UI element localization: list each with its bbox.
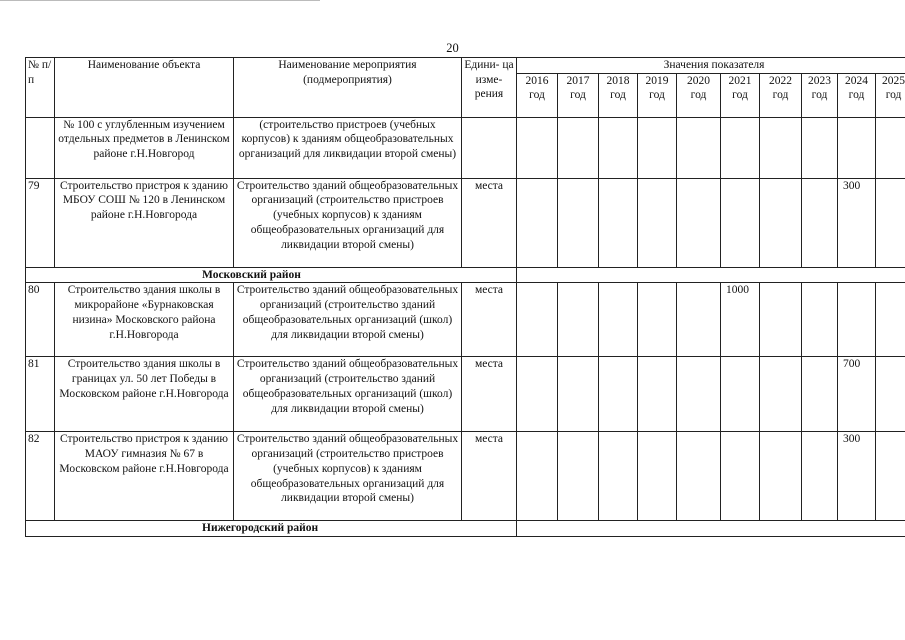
header-year-2019 (638, 73, 677, 117)
district-row (26, 521, 905, 537)
year-label: 2017 (566, 74, 590, 87)
row-number (26, 117, 55, 178)
unit-cell: места (462, 178, 517, 267)
value-2023 (802, 117, 838, 178)
district-name: Нижегородский район (26, 521, 517, 537)
year-unit: год (885, 89, 902, 102)
value-2016 (517, 283, 558, 357)
value-2025 (876, 432, 905, 521)
measure-name: Строительство зданий общеобразовательных организаций (строительство зданий общеобразовательных организаций (школ) для ликвидации второй смены) (234, 357, 462, 432)
value-2023 (802, 432, 838, 521)
value-2022 (760, 117, 802, 178)
value-2020 (677, 283, 721, 357)
value-2019 (638, 178, 677, 267)
year-unit: год (732, 89, 748, 102)
value-2019 (638, 117, 677, 178)
page-number: 20 (446, 41, 459, 55)
unit-cell: места (462, 432, 517, 521)
unit-cell: места (462, 283, 517, 357)
value-2024: 300 (838, 432, 876, 521)
year-label: 2018 (606, 74, 630, 87)
value-2017 (558, 357, 599, 432)
value-2023 (802, 178, 838, 267)
year-label: 2022 (769, 74, 792, 87)
year-label: 2024 (845, 74, 868, 87)
value-2024 (838, 283, 876, 357)
value-2024: 300 (838, 178, 876, 267)
district-values-cell (517, 267, 905, 283)
year-unit: год (848, 89, 865, 102)
measure-name: Строительство зданий общеобразовательных организаций (строительство пристроев (учебных корпусов) к зданиям общеобразовательных организаций для ликвидации второй смены) (234, 432, 462, 521)
header-year-2021 (721, 73, 760, 117)
value-2017 (558, 117, 599, 178)
value-2025 (876, 117, 905, 178)
year-unit: год (649, 89, 665, 102)
header-year-2020 (677, 73, 721, 117)
object-name: Строительство здания школы в границах ул. 50 лет Победы в Московском районе г.Н.Новгорода (55, 357, 234, 432)
row-number: 81 (26, 357, 55, 432)
value-2021: 1000 (721, 283, 760, 357)
year-unit: год (610, 89, 626, 102)
value-2021 (721, 357, 760, 432)
table-row (26, 283, 905, 357)
value-2016 (517, 432, 558, 521)
year-unit: год (690, 89, 707, 102)
value-2018 (599, 117, 638, 178)
measure-name: (строительство пристроев (учебных корпусов) к зданиям общеобразовательных организаций для ликвидации второй смены) (234, 117, 462, 178)
header-year-2022 (760, 73, 802, 117)
value-2020 (677, 178, 721, 267)
table-body (26, 117, 905, 536)
measure-name: Строительство зданий общеобразовательных организаций (строительство зданий общеобразовательных организаций (школ) для ликвидации второй смены) (234, 283, 462, 357)
value-2023 (802, 357, 838, 432)
value-2023 (802, 283, 838, 357)
value-2019 (638, 357, 677, 432)
row-number: 79 (26, 178, 55, 267)
value-2016 (517, 178, 558, 267)
value-2025 (876, 357, 905, 432)
object-name: Строительство пристроя к зданию МБОУ СОШ № 120 в Ленинском районе г.Н.Новгорода (55, 178, 234, 267)
object-name: Строительство здания школы в микрорайоне «Бурнаковская низина» Московского района г.Н.Новгорода (55, 283, 234, 357)
value-2021 (721, 117, 760, 178)
value-2016 (517, 117, 558, 178)
value-2022 (760, 357, 802, 432)
header-year-2024 (838, 73, 876, 117)
district-values-cell (517, 521, 905, 537)
object-name: Строительство пристроя к зданию МАОУ гимназия № 67 в Московском районе г.Н.Новгорода (55, 432, 234, 521)
indicators-table (25, 57, 905, 537)
measure-name: Строительство зданий общеобразовательных организаций (строительство пристроев (учебных корпусов) к зданиям общеобразовательных организаций для ликвидации второй смены) (234, 178, 462, 267)
year-label: 2025 (882, 74, 905, 87)
value-2022 (760, 178, 802, 267)
value-2020 (677, 357, 721, 432)
header-year-2016 (517, 73, 558, 117)
value-2021 (721, 178, 760, 267)
value-2025 (876, 283, 905, 357)
value-2019 (638, 283, 677, 357)
header-year-2025 (876, 73, 905, 117)
year-label: 2020 (687, 74, 710, 87)
value-2022 (760, 432, 802, 521)
value-2017 (558, 178, 599, 267)
object-name: № 100 с углубленным изучением отдельных предметов в Ленинском районе г.Н.Новгород (55, 117, 234, 178)
table-row (26, 117, 905, 178)
value-2022 (760, 283, 802, 357)
value-2021 (721, 432, 760, 521)
year-unit: год (529, 89, 545, 102)
value-2017 (558, 283, 599, 357)
header-values: Значения показателя (517, 58, 905, 74)
year-label: 2019 (645, 74, 669, 87)
unit-cell: места (462, 357, 517, 432)
value-2018 (599, 357, 638, 432)
value-2020 (677, 117, 721, 178)
value-2020 (677, 432, 721, 521)
value-2024 (838, 117, 876, 178)
header-unit: Едини- ца изме- рения (462, 58, 517, 118)
header-row-1 (26, 58, 905, 74)
unit-cell (462, 117, 517, 178)
value-2016 (517, 357, 558, 432)
header-year-2018 (599, 73, 638, 117)
value-2025 (876, 178, 905, 267)
table-row (26, 357, 905, 432)
district-name: Московский район (26, 267, 517, 283)
header-year-2023 (802, 73, 838, 117)
year-label: 2021 (728, 74, 752, 87)
value-2018 (599, 178, 638, 267)
header-object: Наименование объекта (55, 58, 234, 118)
header-num: № п/ п (26, 58, 55, 118)
year-label: 2023 (808, 74, 831, 87)
district-row (26, 267, 905, 283)
year-unit: год (811, 89, 828, 102)
header-year-2017 (558, 73, 599, 117)
table-row (26, 432, 905, 521)
row-number: 82 (26, 432, 55, 521)
table-row (26, 178, 905, 267)
value-2018 (599, 283, 638, 357)
header-measure: Наименование мероприятия (подмероприятия) (234, 58, 462, 118)
year-label: 2016 (525, 74, 549, 87)
top-rule (0, 0, 320, 1)
value-2019 (638, 432, 677, 521)
year-unit: год (570, 89, 586, 102)
year-unit: год (772, 89, 789, 102)
row-number: 80 (26, 283, 55, 357)
value-2018 (599, 432, 638, 521)
value-2017 (558, 432, 599, 521)
value-2024: 700 (838, 357, 876, 432)
